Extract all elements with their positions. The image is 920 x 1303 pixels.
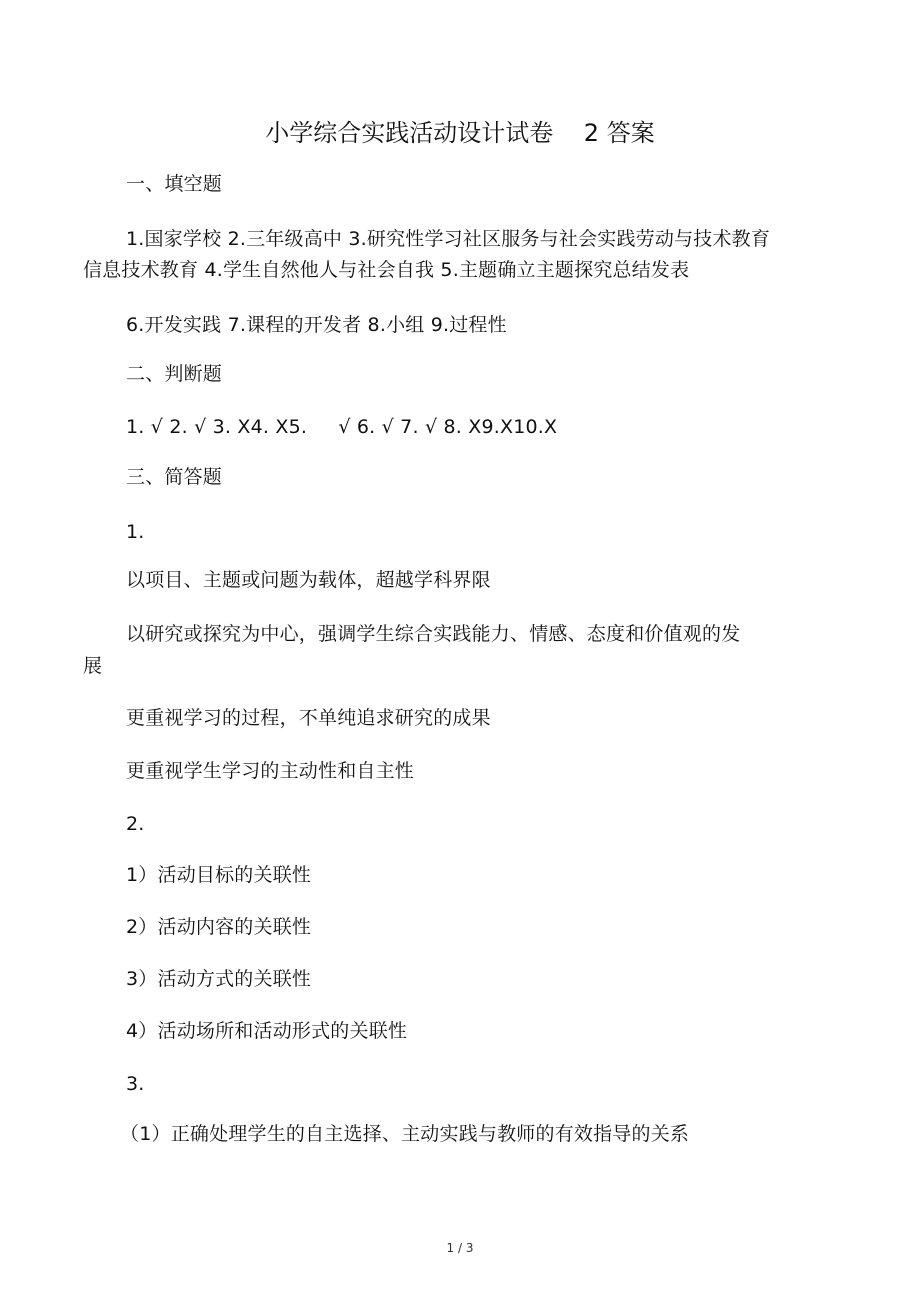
short-answer-q1-point-2-line-2: 展: [83, 655, 103, 677]
section-heading-short-answer: 三、简答题: [126, 466, 223, 488]
short-answer-q1-point-3: 更重视学习的过程，不单纯追求研究的成果: [126, 707, 491, 729]
true-false-answers: 1. √ 2. √ 3. X4. X5. √ 6. √ 7. √ 8. X9.X10.X: [126, 416, 558, 438]
section-heading-fill-blank: 一、填空题: [126, 173, 223, 195]
short-answer-q2-item-1: 1）活动目标的关联性: [126, 864, 312, 886]
short-answer-q1-number: 1.: [126, 521, 145, 543]
short-answer-q2-item-3: 3）活动方式的关联性: [126, 968, 312, 990]
fill-blank-answers-line-1: 1.国家学校 2.三年级高中 3.研究性学习社区服务与社会实践劳动与技术教育: [126, 228, 771, 250]
short-answer-q2-item-2: 2）活动内容的关联性: [126, 916, 312, 938]
fill-blank-answers-line-2: 信息技术教育 4.学生自然他人与社会自我 5.主题确立主题探究总结发表: [83, 259, 690, 281]
section-heading-true-false: 二、判断题: [126, 363, 223, 385]
short-answer-q1-point-4: 更重视学生学习的主动性和自主性: [126, 760, 415, 782]
short-answer-q2-item-4: 4）活动场所和活动形式的关联性: [126, 1020, 408, 1042]
page-title: 小学综合实践活动设计试卷 2 答案: [265, 119, 655, 147]
short-answer-q3-item-1: （1）正确处理学生的自主选择、主动实践与教师的有效指导的关系: [120, 1123, 690, 1145]
short-answer-q2-number: 2.: [126, 813, 145, 835]
short-answer-q1-point-1: 以项目、主题或问题为载体，超越学科界限: [126, 569, 491, 591]
short-answer-q3-number: 3.: [126, 1073, 145, 1095]
page-indicator: 1 / 3: [446, 1241, 474, 1255]
short-answer-q1-point-2-line-1: 以研究或探究为中心，强调学生综合实践能力、情感、态度和价值观的发: [126, 623, 741, 645]
fill-blank-answers-line-3: 6.开发实践 7.课程的开发者 8.小组 9.过程性: [126, 314, 507, 336]
